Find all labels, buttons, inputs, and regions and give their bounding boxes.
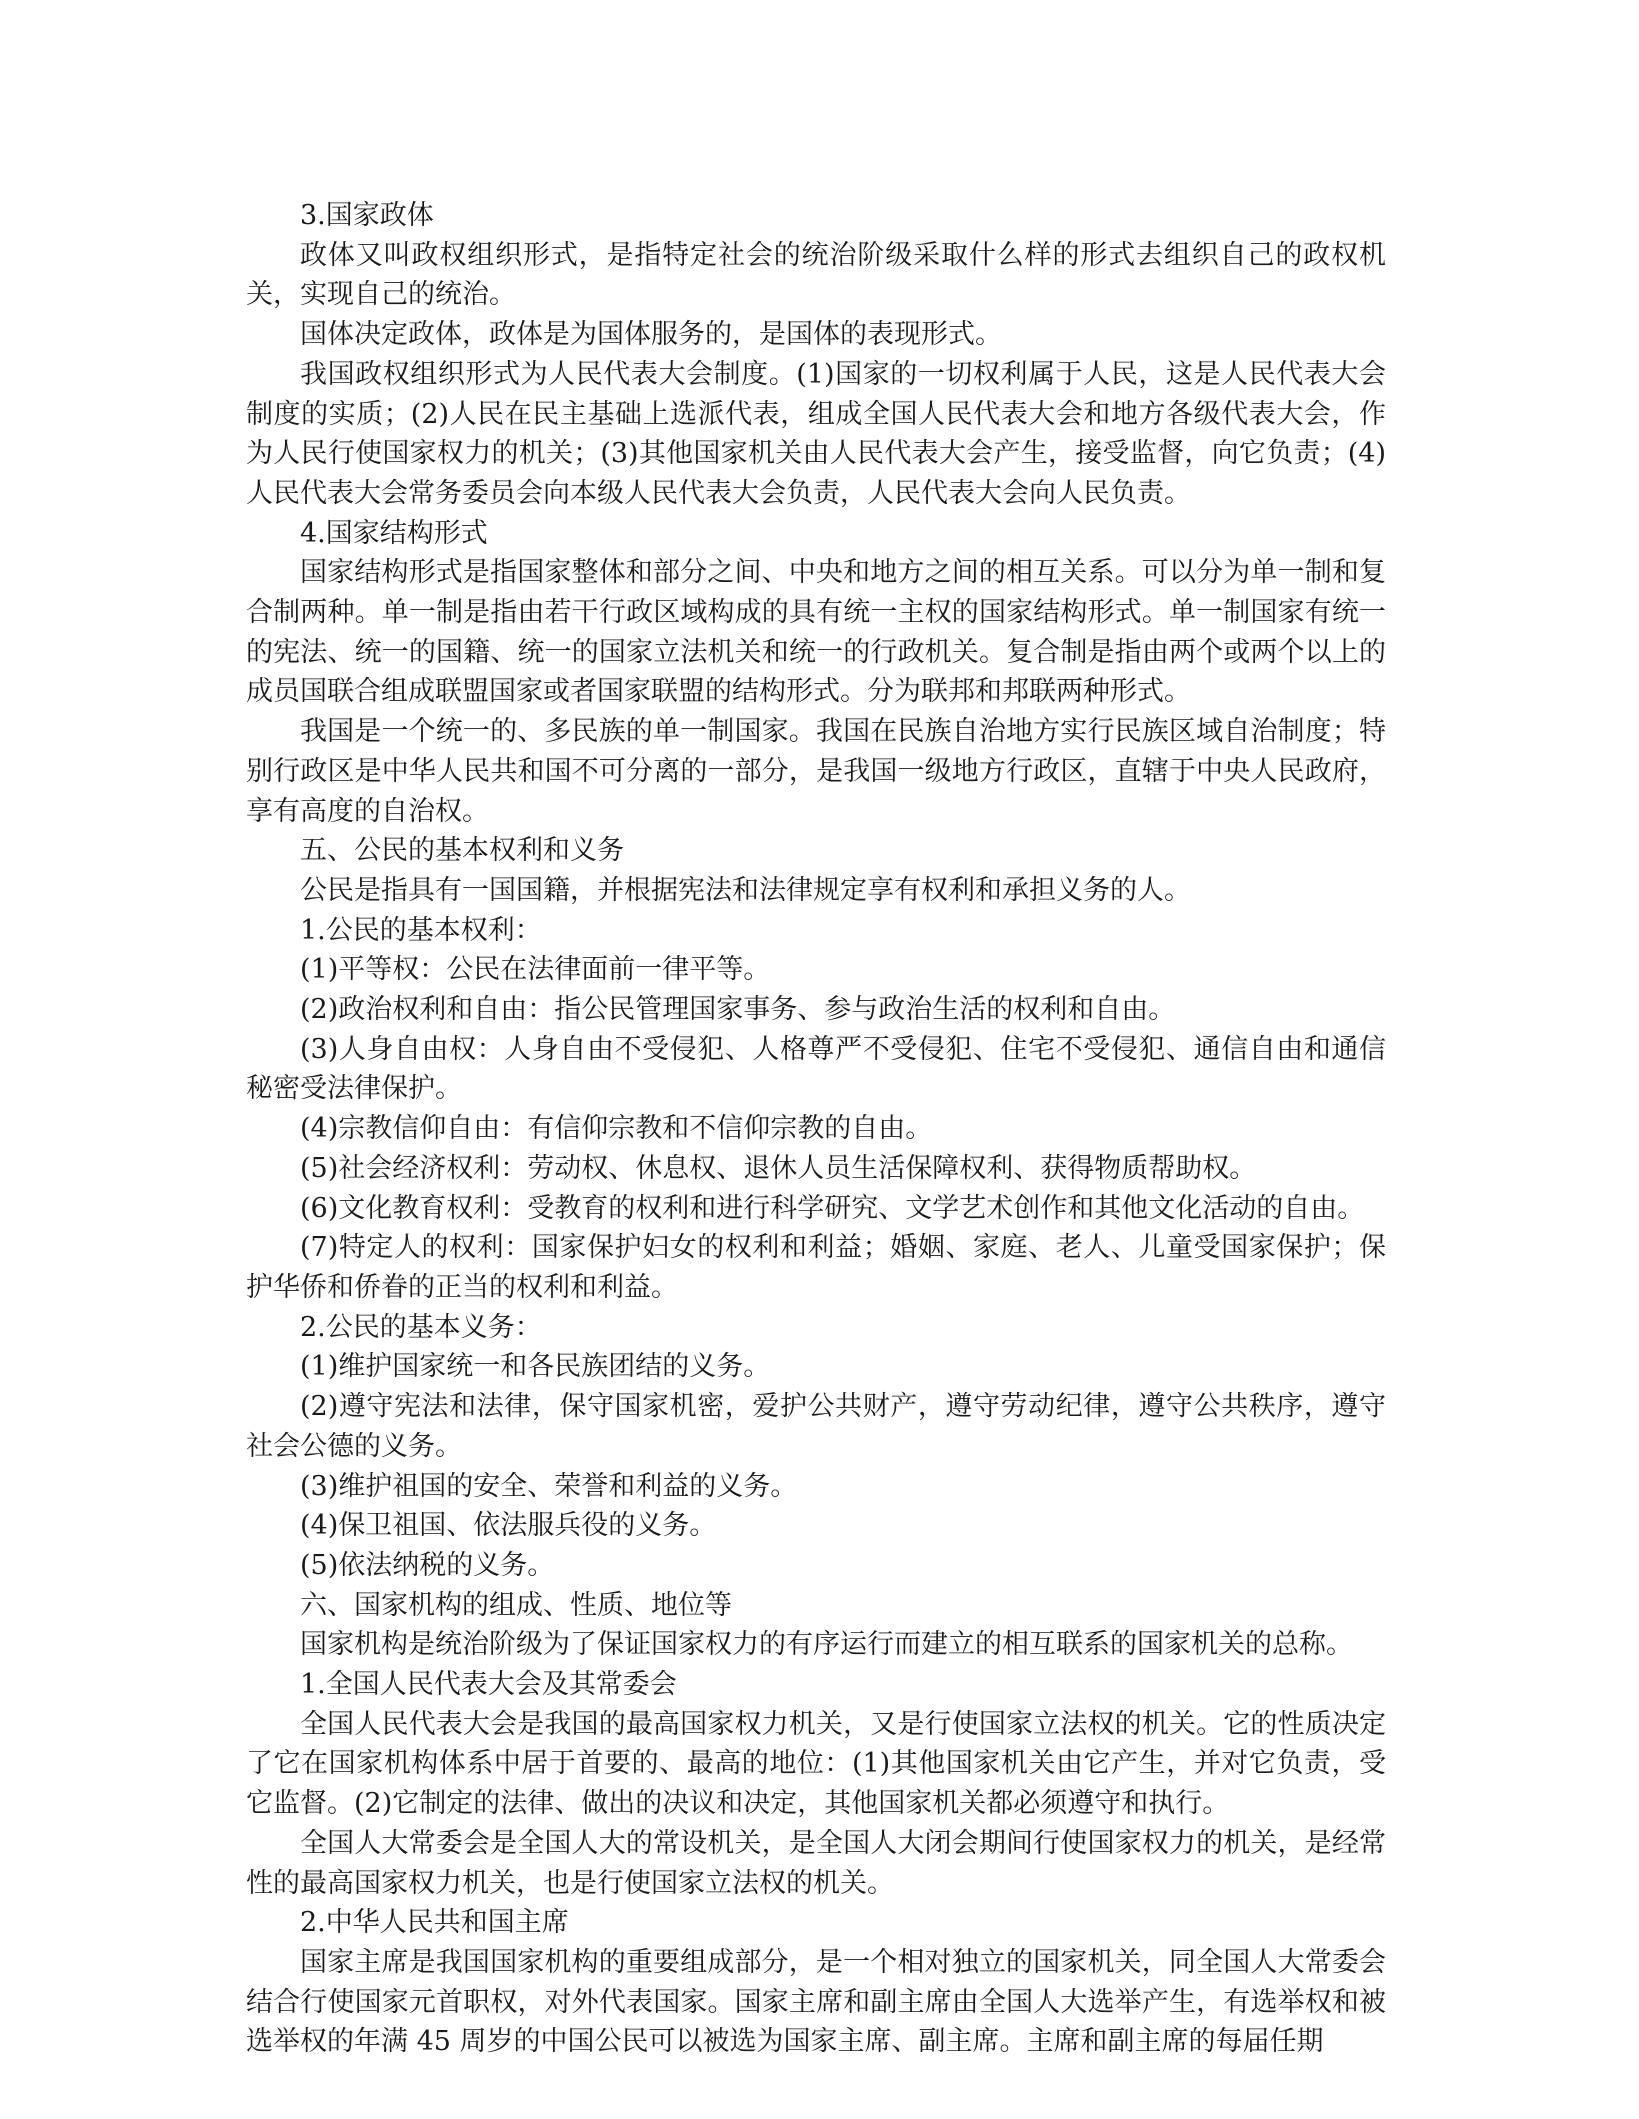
paragraph: 我国政权组织形式为人民代表大会制度。(1)国家的一切权利属于人民，这是人民代表大会制度的实质；(2)人民在民主基础上选派代表，组成全国人民代表大会和地方各级代表大会，作为人民行使国家权力的机关；(3)其他国家机关由人民代表大会产生，接受监督，向它负责；(4)人民代表大会常务委员会向本级人民代表大会负责，人民代表大会向人民负责。: [246, 358, 1386, 509]
subsection-heading: 2.中华人民共和国主席: [300, 1907, 569, 1939]
paragraph: 公民是指具有一国国籍，并根据宪法和法律规定享有权利和承担义务的人。: [300, 874, 1191, 906]
paragraph: 国家结构形式是指国家整体和部分之间、中央和地方之间的相互关系。可以分为单一制和复合制两种。单一制是指由若干行政区域构成的具有统一主权的国家结构形式。单一制国家有统一的宪法、统一的国籍、统一的国家立法机关和统一的行政机关。复合制是指由两个或两个以上的成员国联合组成联盟国家或者国家联盟的结构形式。分为联邦和邦联两种形式。: [246, 557, 1386, 708]
list-item: (2)遵守宪法和法律，保守国家机密，爱护公共财产，遵守劳动纪律，遵守公共秩序，遵守社会公德的义务。: [246, 1391, 1386, 1462]
list-item: (5)依法纳税的义务。: [300, 1549, 555, 1581]
section-heading: 3.国家政体: [300, 200, 434, 231]
subsection-heading: 1.公民的基本权利：: [300, 914, 542, 946]
paragraph: 政体又叫政权组织形式，是指特定社会的统治阶级采取什么样的形式去组织自己的政权机关，实现自己的统治。: [246, 239, 1386, 311]
paragraph: 全国人民代表大会是我国的最高国家权力机关，又是行使国家立法权的机关。它的性质决定了它在国家机构体系中居于首要的、最高的地位：(1)其他国家机关由它产生，并对它负责，受它监督。(2)它制定的法律、做出的决议和决定，其他国家机关都必须遵守和执行。: [246, 1708, 1386, 1820]
paragraph: 国家机构是统治阶级为了保证国家权力的有序运行而建立的相互联系的国家机关的总称。: [300, 1629, 1353, 1661]
paragraph: 国家主席是我国国家机构的重要组成部分，是一个相对独立的国家机关，同全国人大常委会结合行使国家元首职权，对外代表国家。国家主席和副主席由全国人大选举产生，有选举权和被选举权的年满 45 周岁的中国公民可以被选为国家主席、副主席。主席和副主席的每届任期: [246, 1946, 1386, 2058]
list-item: (5)社会经济权利：劳动权、休息权、退休人员生活保障权利、获得物质帮助权。: [300, 1152, 1257, 1184]
list-item: (1)平等权：公民在法律面前一律平等。: [300, 954, 771, 986]
section-heading: 五、公民的基本权利和义务: [300, 835, 624, 867]
list-item: (4)宗教信仰自由：有信仰宗教和不信仰宗教的自由。: [300, 1113, 933, 1145]
subsection-heading: 1.全国人民代表大会及其常委会: [300, 1669, 677, 1701]
section-heading: 4.国家结构形式: [300, 517, 488, 549]
list-item: (3)人身自由权：人身自由不受侵犯、人格尊严不受侵犯、住宅不受侵犯、通信自由和通信秘密受法律保护。: [246, 1033, 1386, 1105]
document-page: [246, 196, 1386, 2062]
list-item: (4)保卫祖国、依法服兵役的义务。: [300, 1510, 717, 1542]
list-item: (2)政治权利和自由：指公民管理国家事务、参与政治生活的权利和自由。: [300, 994, 1176, 1026]
section-heading: 六、国家机构的组成、性质、地位等: [300, 1589, 732, 1621]
list-item: (6)文化教育权利：受教育的权利和进行科学研究、文学艺术创作和其他文化活动的自由。: [300, 1192, 1365, 1224]
list-item: (7)特定人的权利：国家保护妇女的权利和利益；婚姻、家庭、老人、儿童受国家保护；保护华侨和侨眷的正当的权利和利益。: [246, 1232, 1386, 1303]
paragraph: 国体决定政体，政体是为国体服务的，是国体的表现形式。: [300, 319, 1002, 351]
list-item: (1)维护国家统一和各民族团结的义务。: [300, 1351, 771, 1383]
subsection-heading: 2.公民的基本义务：: [300, 1311, 542, 1343]
paragraph: 我国是一个统一的、多民族的单一制国家。我国在民族自治地方实行民族区域自治制度；特别行政区是中华人民共和国不可分离的一部分，是我国一级地方行政区，直辖于中央人民政府，享有高度的自治权。: [246, 716, 1386, 827]
paragraph: 全国人大常委会是全国人大的常设机关，是全国人大闭会期间行使国家权力的机关，是经常性的最高国家权力机关，也是行使国家立法权的机关。: [246, 1827, 1386, 1899]
list-item: (3)维护祖国的安全、荣誉和利益的义务。: [300, 1470, 798, 1502]
